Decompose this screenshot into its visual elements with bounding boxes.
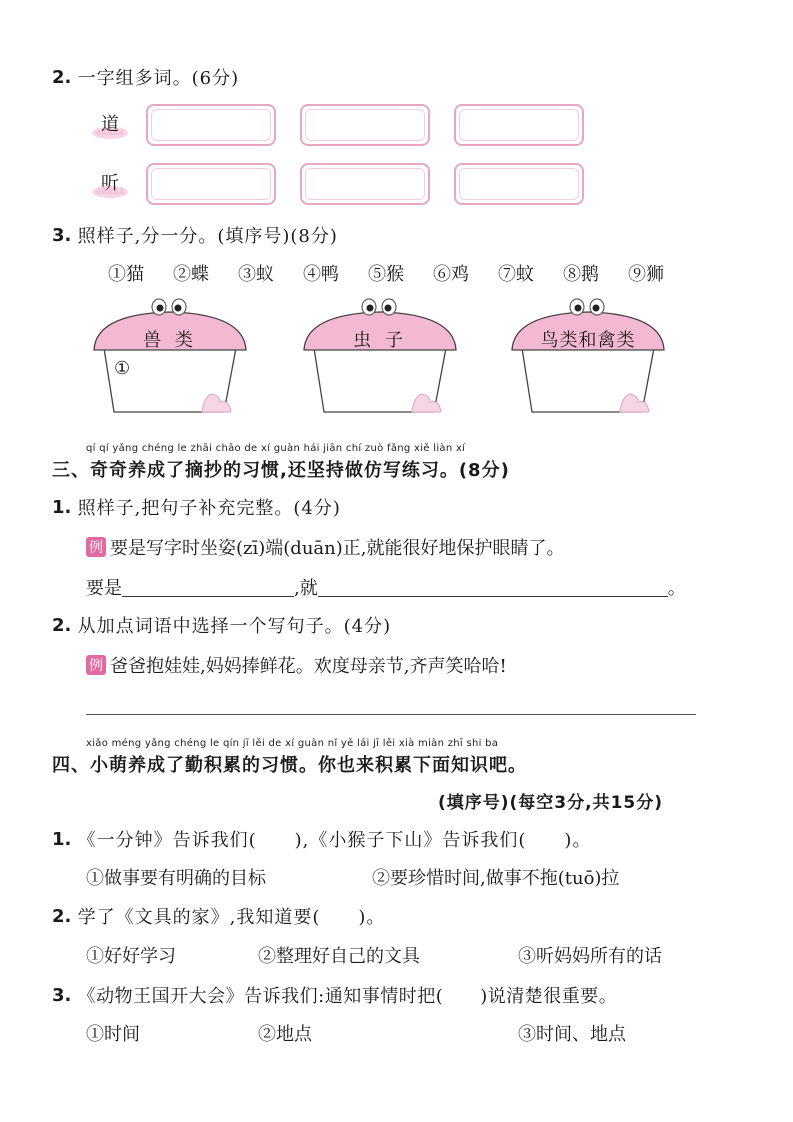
- s4q3-option: ①时间: [86, 1024, 140, 1045]
- word-box-dao-3[interactable]: [454, 104, 584, 146]
- example-badge: 例: [86, 655, 106, 675]
- q3-heading: [52, 222, 338, 248]
- s4q1-option: ①做事要有明确的目标: [86, 868, 266, 889]
- word-box-ting-3[interactable]: [454, 163, 584, 205]
- q3-options: [108, 260, 673, 286]
- pot-example-answer: ①: [114, 358, 131, 379]
- s4q3-options: [86, 1020, 626, 1046]
- q3-option: ⑤猴: [368, 264, 404, 285]
- q3-option: ③蚁: [238, 264, 274, 285]
- q3-number: 3: [52, 224, 65, 246]
- s4q1-options: [86, 864, 619, 890]
- s4q2-heading: [52, 903, 385, 929]
- s3q1-fill-row: [86, 574, 686, 600]
- char-badge-dao: [88, 103, 132, 143]
- q3-option: ⑦蚊: [498, 264, 534, 285]
- q3-dot: .: [64, 224, 78, 246]
- pot-label-birds: 鸟类和禽类: [540, 330, 636, 351]
- s3q2-dot: .: [64, 614, 78, 636]
- s4q3-number: 3: [52, 984, 65, 1006]
- pot-birds[interactable]: [508, 296, 668, 416]
- example-badge: 例: [86, 537, 106, 557]
- q3-option: ⑨狮: [628, 264, 664, 285]
- s3q2-example: [86, 652, 507, 678]
- pot-basket-icon: [300, 296, 460, 416]
- answer-line[interactable]: [86, 714, 696, 715]
- pot-label-insects: 虫 子: [353, 330, 407, 351]
- s3q1-example: [86, 534, 565, 560]
- s4q2-option: ②整理好自己的文具: [258, 946, 420, 967]
- s4q2-option: ①好好学习: [86, 946, 176, 967]
- fill-blank-2[interactable]: [318, 577, 668, 597]
- s4q3-dot: .: [64, 984, 78, 1006]
- s4q3-option: ②地点: [258, 1024, 312, 1045]
- fill-start-text: 要是: [86, 578, 122, 599]
- section3-title: 三、奇奇养成了摘抄的习惯,还坚持做仿写练习。(8分): [52, 460, 510, 481]
- q3-option: ⑥鸡: [433, 264, 469, 285]
- section4-pinyin: xiǎo méng yǎng chéng le qín jī lěi de xí guàn nǐ yě lái jī lěi xià miàn zhī shi ba: [86, 738, 499, 749]
- s3q2-number: 2: [52, 614, 65, 636]
- fill-end-text: 。: [667, 578, 686, 599]
- s4q1-heading: [52, 826, 591, 852]
- s4q1-text[interactable]: 《一分钟》告诉我们( ),《小猴子下山》告诉我们( )。: [77, 830, 592, 851]
- q3-option: ⑧鹅: [563, 264, 599, 285]
- section3-pinyin: qí qí yǎng chéng le zhāi chāo de xí guàn hái jiān chí zuò fǎng xiě liàn xí: [86, 443, 466, 454]
- s4q1-option: ②要珍惜时间,做事不拖(tuō)拉: [372, 868, 620, 889]
- s4q2-option: ③听妈妈所有的话: [518, 946, 662, 967]
- s3q2-heading: [52, 612, 391, 638]
- s4q1-dot: .: [64, 828, 78, 850]
- pot-basket-icon: [508, 296, 668, 416]
- section4-score: (填序号)(每空3分,共15分): [438, 793, 664, 813]
- fill-blank-1[interactable]: [122, 577, 294, 597]
- s4q2-number: 2: [52, 905, 65, 927]
- fill-mid-text: ,就: [294, 578, 318, 599]
- q3-text: 照样子,分一分。(填序号)(8分): [77, 226, 338, 247]
- s3q1-number: 1: [52, 496, 65, 518]
- char-badge-ting: [88, 162, 132, 202]
- q3-option: ①猫: [108, 264, 144, 285]
- pot-basket-icon: [90, 296, 250, 416]
- pot-beasts[interactable]: [90, 296, 250, 416]
- s3q1-dot: .: [64, 496, 78, 518]
- s4q3-heading: [52, 982, 617, 1008]
- word-box-ting-2[interactable]: [300, 163, 430, 205]
- word-box-ting-1[interactable]: [146, 163, 276, 205]
- q2-number: 2: [52, 66, 65, 88]
- q3-option: ②蝶: [173, 264, 209, 285]
- q2-dot: .: [64, 66, 78, 88]
- word-box-dao-2[interactable]: [300, 104, 430, 146]
- s3q2-example-text: 爸爸抱娃娃,妈妈捧鲜花。欢度母亲节,齐声笑哈哈!: [110, 656, 507, 677]
- s4q2-dot: .: [64, 905, 78, 927]
- char-dao: 道: [101, 114, 119, 135]
- section4-title: 四、小萌养成了勤积累的习惯。你也来积累下面知识吧。: [52, 755, 527, 776]
- word-box-dao-1[interactable]: [146, 104, 276, 146]
- s3q1-example-text: 要是写字时坐姿(zī)端(duān)正,就能很好地保护眼睛了。: [110, 538, 565, 559]
- s3q1-heading: [52, 494, 341, 520]
- s4q2-options: [86, 942, 662, 968]
- q2-text: 一字组多词。(6分): [77, 68, 240, 89]
- s3q1-text: 照样子,把句子补充完整。(4分): [77, 498, 341, 519]
- char-ting: 听: [101, 173, 119, 194]
- s4q3-option: ③时间、地点: [518, 1024, 626, 1045]
- q3-option: ④鸭: [303, 264, 339, 285]
- s4q1-number: 1: [52, 828, 65, 850]
- s4q2-text[interactable]: 学了《文具的家》,我知道要( )。: [77, 907, 386, 928]
- s3q2-text: 从加点词语中选择一个写句子。(4分): [77, 616, 392, 637]
- s4q3-text[interactable]: 《动物王国开大会》告诉我们:通知事情时把( )说清楚很重要。: [77, 986, 618, 1007]
- q2-heading: [52, 64, 239, 90]
- pot-insects[interactable]: [300, 296, 460, 416]
- pot-label-beasts: 兽 类: [143, 330, 197, 351]
